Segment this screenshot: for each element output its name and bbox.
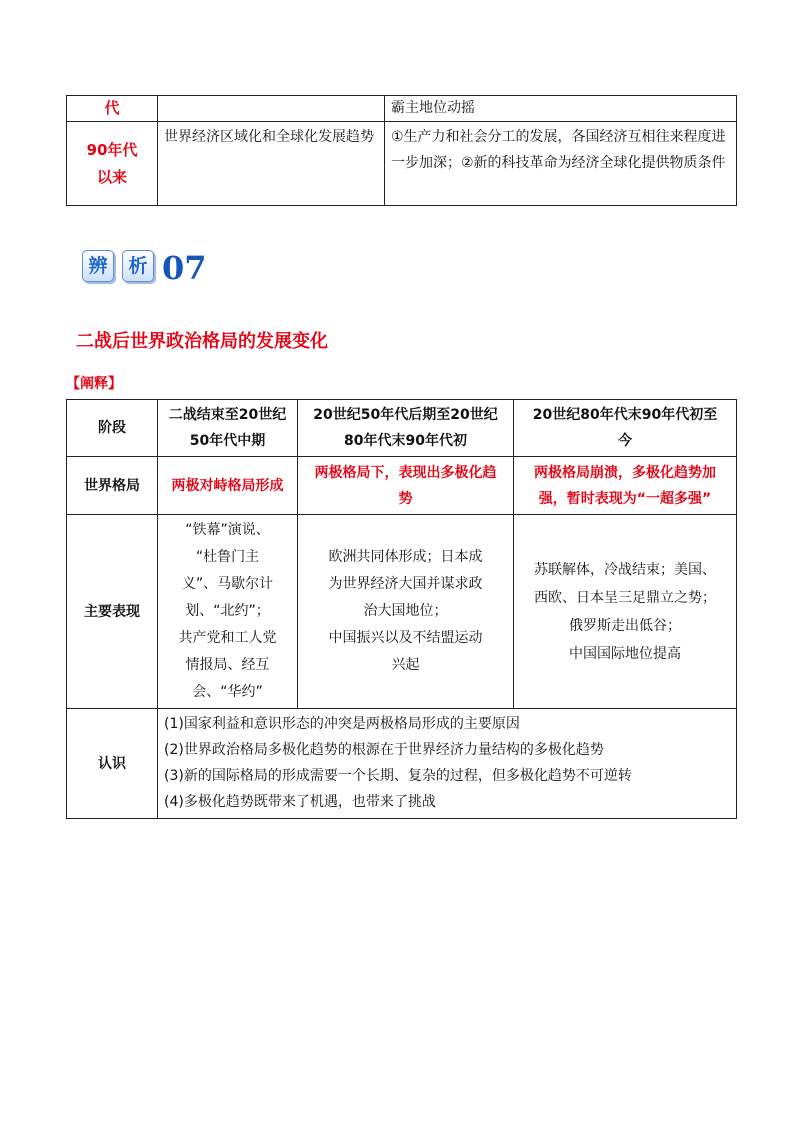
manifest-row <box>67 515 737 709</box>
pattern-2: 两极格局下，表现出多极化趋势 <box>298 457 514 515</box>
reason-cell: ①生产力和社会分工的发展，各国经济互相往来程度进一步加深；②新的科技革命为经济全球化提供物质条件 <box>385 122 737 206</box>
reason-cell: 霸主地位动摇 <box>385 96 737 122</box>
feature-cell <box>158 96 385 122</box>
manifest-1-line: 划、“北约”； <box>185 603 270 619</box>
pattern-label: 世界格局 <box>67 457 158 515</box>
pattern-1: 两极对峙格局形成 <box>158 457 298 515</box>
period-cell: 90年代以来 <box>67 122 158 206</box>
explain-label: 【阐释】 <box>66 376 122 392</box>
stage-3: 20世纪80年代末90年代初至今 <box>514 400 737 457</box>
understanding-item: (1)国家利益和意识形态的冲突是两极格局形成的主要原因 <box>164 716 520 732</box>
manifest-1-line: 义”、马歇尔计 <box>181 576 274 592</box>
manifest-1-line: 情报局、经互 <box>185 657 270 673</box>
manifest-3-line: 西欧、日本呈三足鼎立之势； <box>534 589 716 606</box>
stage-label: 阶段 <box>67 400 158 457</box>
economy-table <box>66 95 737 206</box>
table-row <box>67 96 737 122</box>
manifest-2-line: 为世界经济大国并谋求政 <box>328 576 483 592</box>
manifest-2-line: 中国振兴以及不结盟运动 <box>328 630 483 646</box>
manifest-3 <box>514 515 737 709</box>
badge-number: 07 <box>162 249 207 287</box>
manifest-3-line: 中国国际地位提高 <box>569 645 681 662</box>
section-title: 二战后世界政治格局的发展变化 <box>76 331 328 352</box>
header-row <box>67 400 737 457</box>
manifest-2-line: 欧洲共同体形成；日本成 <box>328 549 483 565</box>
understanding-label: 认识 <box>67 709 158 819</box>
manifest-2-line: 治大国地位； <box>363 603 448 619</box>
manifest-3-line: 俄罗斯走出低谷； <box>569 617 681 634</box>
manifest-1-line: 会、“华约” <box>192 684 263 700</box>
pattern-row <box>67 457 737 515</box>
stage-2: 20世纪50年代后期至20世纪80年代末90年代初 <box>298 400 514 457</box>
manifest-2 <box>298 515 514 709</box>
period-cell: 代 <box>67 96 158 122</box>
table-row <box>67 122 737 206</box>
manifest-1-line: 共产党和工人党 <box>178 630 277 646</box>
feature-cell: 世界经济区域化和全球化发展趋势 <box>158 122 385 206</box>
manifest-2-line: 兴起 <box>391 657 420 673</box>
understanding-row <box>67 709 737 819</box>
badge-char-1: 辨 <box>82 250 114 282</box>
understanding-content <box>158 709 737 819</box>
manifest-label: 主要表现 <box>67 515 158 709</box>
manifest-3-line: 苏联解体，冷战结束；美国、 <box>534 561 716 578</box>
badge-char-2: 析 <box>122 250 154 282</box>
understanding-item: (2)世界政治格局多极化趋势的根源在于世界经济力量结构的多极化趋势 <box>164 742 604 758</box>
manifest-1 <box>158 515 298 709</box>
pattern-3: 两极格局崩溃，多极化趋势加强，暂时表现为“一超多强” <box>514 457 737 515</box>
politics-table <box>66 399 737 819</box>
manifest-1-line: “铁幕”演说、 <box>185 522 270 538</box>
stage-1: 二战结束至20世纪50年代中期 <box>158 400 298 457</box>
understanding-item: (3)新的国际格局的形成需要一个长期、复杂的过程，但多极化趋势不可逆转 <box>164 768 632 784</box>
manifest-1-line: “杜鲁门主 <box>195 549 260 565</box>
understanding-item: (4)多极化趋势既带来了机遇，也带来了挑战 <box>164 794 436 810</box>
